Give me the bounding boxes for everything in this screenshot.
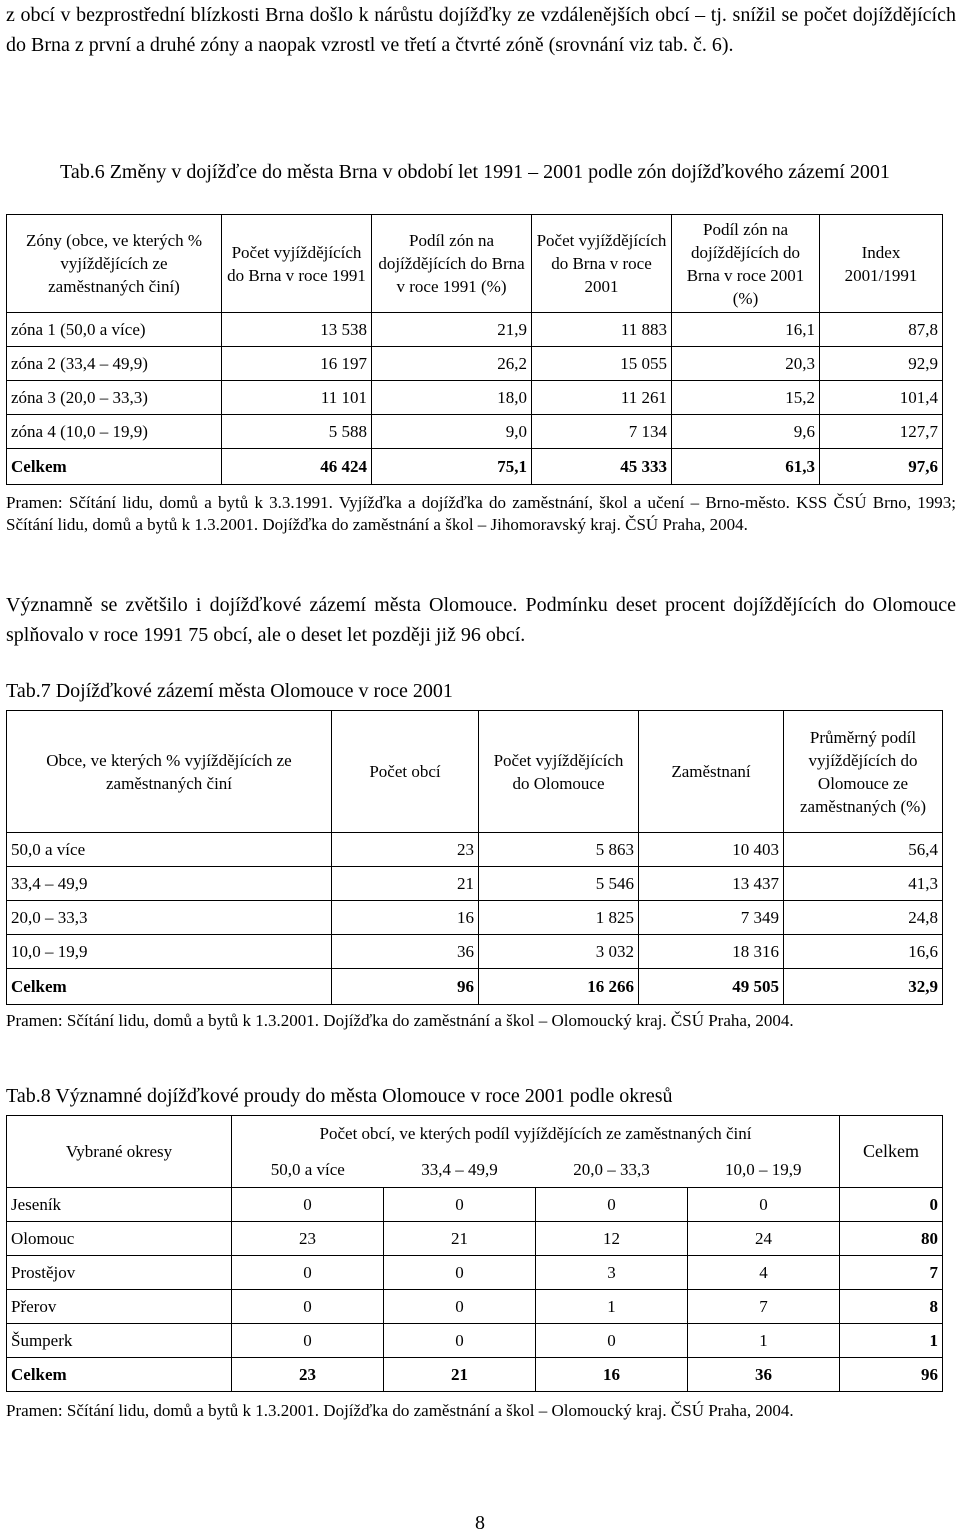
table-cell: 33,4 – 49,9: [7, 867, 332, 901]
table-cell: 0: [232, 1324, 384, 1358]
tab8-header-cell: Vybrané okresy: [7, 1116, 232, 1188]
tab6-caption: Tab.6 Změny v dojížďce do města Brna v období let 1991 – 2001 podle zón dojížďkového zázemí 2001: [60, 161, 890, 183]
tab8-header-cell: Celkem: [840, 1116, 943, 1188]
tab6-header-cell: Počet vyjíždějících do Brna v roce 1991: [222, 215, 372, 313]
table-cell: zóna 2 (33,4 – 49,9): [7, 347, 222, 381]
table-cell: 92,9: [820, 347, 943, 381]
table-cell: 5 863: [479, 833, 639, 867]
tab7-header-cell: Obce, ve kterých % vyjíždějících ze zaměstnaných činí: [7, 711, 332, 833]
table-cell: 0: [840, 1188, 943, 1222]
table-cell: 3 032: [479, 935, 639, 969]
table-row: [7, 415, 943, 449]
table-cell: Olomouc: [7, 1222, 232, 1256]
table-cell: 0: [232, 1256, 384, 1290]
table-cell: 10 403: [639, 833, 784, 867]
table-cell: 3: [536, 1256, 688, 1290]
table-cell: 20,3: [672, 347, 820, 381]
table-cell: 24: [688, 1222, 840, 1256]
table-cell: 16,6: [784, 935, 943, 969]
table-cell: 8: [840, 1290, 943, 1324]
table-cell: zóna 3 (20,0 – 33,3): [7, 381, 222, 415]
table-cell: 97,6: [820, 449, 943, 485]
table-cell: 41,3: [784, 867, 943, 901]
table-cell: 20,0 – 33,3: [7, 901, 332, 935]
tab6-header-cell: Podíl zón na dojíždějících do Brna v roce 1991 (%): [372, 215, 532, 313]
tab6-source: Pramen: Sčítání lidu, domů a bytů k 3.3.1991. Vyjížďka a dojížďka do zaměstnání, škol a učení – Brno-město. KSS ČSÚ Brno, 1993; Sčítání lidu, domů a bytů k 1.3.2001. Dojížďka do zaměstnání a škol – Jihomoravský kraj. ČSÚ Praha, 2004.: [6, 493, 956, 534]
table-cell: 21: [384, 1222, 536, 1256]
tab7-caption: Tab.7 Dojížďkové zázemí města Olomouce v roce 2001: [6, 680, 453, 702]
table-cell: 18,0: [372, 381, 532, 415]
table-cell: Celkem: [7, 449, 222, 485]
table-cell: 0: [232, 1188, 384, 1222]
table-row: [7, 1222, 943, 1256]
table-cell: 21: [384, 1358, 536, 1392]
table-cell: 1 825: [479, 901, 639, 935]
table-cell: 10,0 – 19,9: [7, 935, 332, 969]
table-cell: 23: [332, 833, 479, 867]
table-cell: 80: [840, 1222, 943, 1256]
table-cell: 16: [332, 901, 479, 935]
table-cell: 13 437: [639, 867, 784, 901]
table-cell: 32,9: [784, 969, 943, 1005]
tab7-header-row: [7, 711, 943, 833]
table-total-row: [7, 969, 943, 1005]
table-cell: 21: [332, 867, 479, 901]
table-row: [7, 901, 943, 935]
table-row: [7, 313, 943, 347]
table-cell: 75,1: [372, 449, 532, 485]
table-cell: 18 316: [639, 935, 784, 969]
tab8-subheader-cell: 33,4 – 49,9: [384, 1152, 536, 1188]
tab7-header-cell: Zaměstnaní: [639, 711, 784, 833]
table-cell: Přerov: [7, 1290, 232, 1324]
table-cell: Jeseník: [7, 1188, 232, 1222]
table-cell: 0: [536, 1188, 688, 1222]
table-cell: 0: [536, 1324, 688, 1358]
intro-paragraph: z obcí v bezprostřední blízkosti Brna došlo k nárůstu dojížďky ze vzdálenějších obcí – tj. snížil se počet dojíždějících do Brna z první a druhé zóny a naopak vzrostl ve třetí a čtvrté zóně (srovnání viz tab. č. 6).: [6, 4, 956, 56]
table-cell: 15,2: [672, 381, 820, 415]
tab7-header-cell: Průměrný podíl vyjíždějících do Olomouce ze zaměstnaných (%): [784, 711, 943, 833]
tab7-source: Pramen: Sčítání lidu, domů a bytů k 1.3.2001. Dojížďka do zaměstnání a škol – Olomoucký kraj. ČSÚ Praha, 2004.: [6, 1011, 794, 1030]
table-cell: 15 055: [532, 347, 672, 381]
table-cell: 12: [536, 1222, 688, 1256]
tab7-table: [6, 710, 943, 1005]
table-cell: 16 197: [222, 347, 372, 381]
table-cell: 56,4: [784, 833, 943, 867]
table-cell: 11 101: [222, 381, 372, 415]
table-cell: 127,7: [820, 415, 943, 449]
tab8-table: [6, 1115, 943, 1392]
tab7-header-cell: Počet vyjíždějících do Olomouce: [479, 711, 639, 833]
table-row: [7, 935, 943, 969]
table-cell: 16: [536, 1358, 688, 1392]
table-cell: 0: [688, 1188, 840, 1222]
table-row: [7, 381, 943, 415]
tab6-header-cell: Počet vyjíždějících do Brna v roce 2001: [532, 215, 672, 313]
table-total-row: [7, 449, 943, 485]
tab6-header-row: [7, 215, 943, 313]
tab8-subheader-cell: 50,0 a více: [232, 1152, 384, 1188]
table-cell: 5 546: [479, 867, 639, 901]
table-cell: 7: [840, 1256, 943, 1290]
table-cell: 9,6: [672, 415, 820, 449]
table-cell: 23: [232, 1222, 384, 1256]
table-cell: 0: [384, 1256, 536, 1290]
tab7-header-cell: Počet obcí: [332, 711, 479, 833]
table-cell: 101,4: [820, 381, 943, 415]
table-row: [7, 1324, 943, 1358]
table-cell: 0: [232, 1290, 384, 1324]
table-cell: 5 588: [222, 415, 372, 449]
table-cell: 61,3: [672, 449, 820, 485]
table-cell: 96: [840, 1358, 943, 1392]
table-cell: 16,1: [672, 313, 820, 347]
tab6-header-cell: Podíl zón na dojíždějících do Brna v roce 2001 (%): [672, 215, 820, 313]
table-cell: 1: [840, 1324, 943, 1358]
table-row: [7, 867, 943, 901]
table-cell: Celkem: [7, 969, 332, 1005]
table-cell: 26,2: [372, 347, 532, 381]
table-cell: 36: [332, 935, 479, 969]
table-cell: 11 261: [532, 381, 672, 415]
table-cell: 0: [384, 1290, 536, 1324]
table-cell: 1: [536, 1290, 688, 1324]
tab6-table: [6, 214, 943, 485]
table-cell: 21,9: [372, 313, 532, 347]
table-cell: zóna 4 (10,0 – 19,9): [7, 415, 222, 449]
table-cell: Prostějov: [7, 1256, 232, 1290]
tab8-subheader-cell: 20,0 – 33,3: [536, 1152, 688, 1188]
table-cell: 23: [232, 1358, 384, 1392]
page-number: 8: [475, 1512, 485, 1534]
tab8-subheader-cell: 10,0 – 19,9: [688, 1152, 840, 1188]
table-row: [7, 1188, 943, 1222]
table-cell: 87,8: [820, 313, 943, 347]
table-row: [7, 1256, 943, 1290]
table-cell: 7 349: [639, 901, 784, 935]
olomouc-paragraph: Významně se zvětšilo i dojížďkové zázemí města Olomouce. Podmínku deset procent dojíždějících do Olomouce splňovalo v roce 1991 75 obcí, ale o deset let později již 96 obcí.: [6, 594, 956, 646]
table-cell: 49 505: [639, 969, 784, 1005]
table-cell: 46 424: [222, 449, 372, 485]
table-cell: 50,0 a více: [7, 833, 332, 867]
table-cell: 24,8: [784, 901, 943, 935]
table-total-row: [7, 1358, 943, 1392]
table-row: [7, 1290, 943, 1324]
table-cell: 36: [688, 1358, 840, 1392]
table-cell: 1: [688, 1324, 840, 1358]
table-cell: 9,0: [372, 415, 532, 449]
table-row: [7, 833, 943, 867]
tab8-source: Pramen: Sčítání lidu, domů a bytů k 1.3.2001. Dojížďka do zaměstnání a škol – Olomoucký kraj. ČSÚ Praha, 2004.: [6, 1401, 794, 1420]
tab6-header-cell: Index 2001/1991: [820, 215, 943, 313]
table-cell: 0: [384, 1324, 536, 1358]
table-cell: 45 333: [532, 449, 672, 485]
table-cell: 11 883: [532, 313, 672, 347]
tab6-header-cell: Zóny (obce, ve kterých % vyjíždějících ze zaměstnaných činí): [7, 215, 222, 313]
table-cell: 4: [688, 1256, 840, 1290]
tab8-header-row: [7, 1116, 943, 1152]
table-cell: 0: [384, 1188, 536, 1222]
table-cell: zóna 1 (50,0 a více): [7, 313, 222, 347]
table-cell: Celkem: [7, 1358, 232, 1392]
table-cell: 96: [332, 969, 479, 1005]
tab8-caption: Tab.8 Významné dojížďkové proudy do města Olomouce v roce 2001 podle okresů: [6, 1085, 673, 1107]
table-cell: 13 538: [222, 313, 372, 347]
table-row: [7, 347, 943, 381]
table-cell: 7 134: [532, 415, 672, 449]
table-cell: 7: [688, 1290, 840, 1324]
table-cell: Šumperk: [7, 1324, 232, 1358]
tab8-header-group: Počet obcí, ve kterých podíl vyjíždějících ze zaměstnaných činí: [232, 1116, 840, 1152]
table-cell: 16 266: [479, 969, 639, 1005]
